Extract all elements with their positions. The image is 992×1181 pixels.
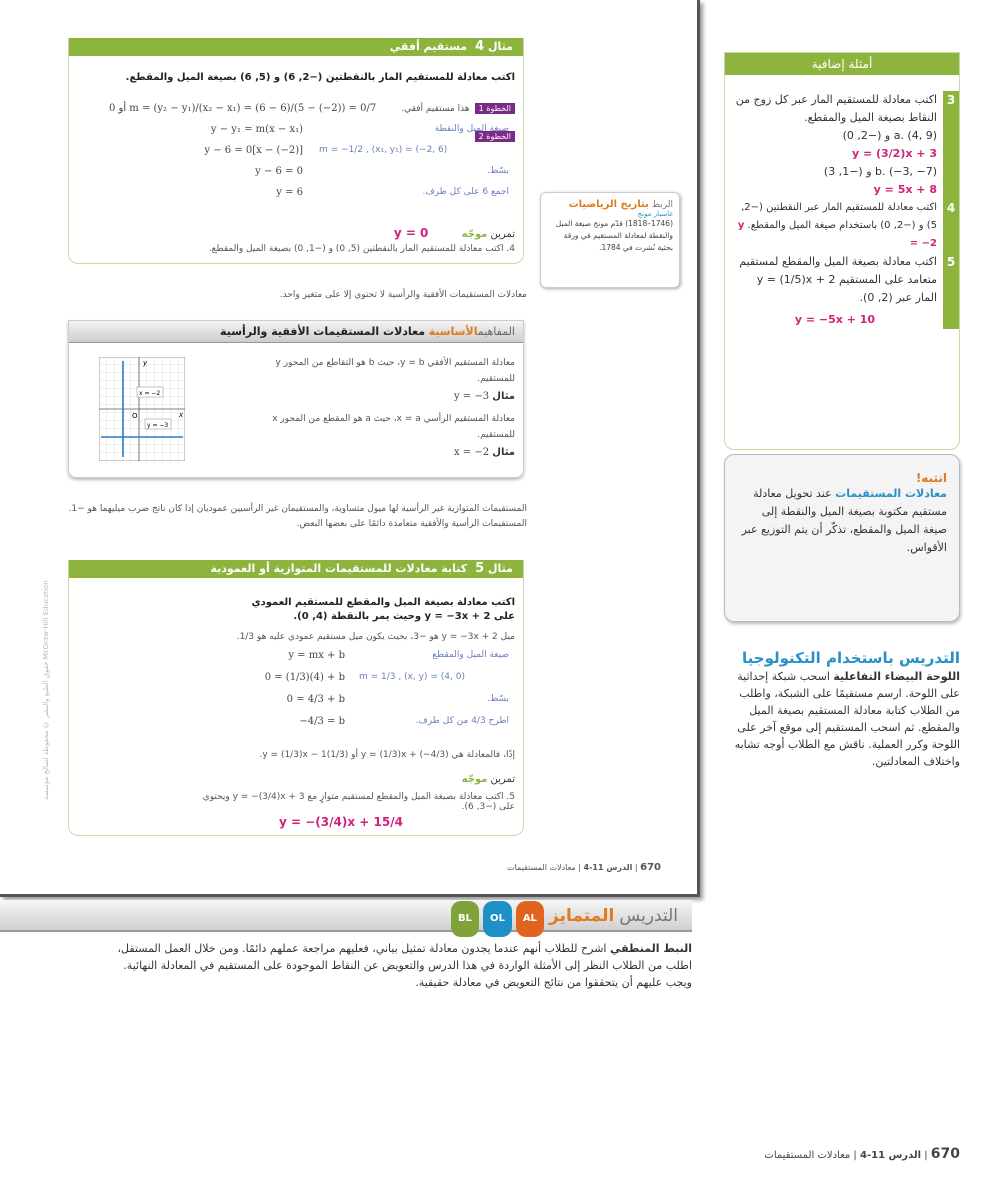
example-label: مثال bbox=[492, 447, 515, 458]
work-row bbox=[179, 166, 509, 187]
caution-box bbox=[724, 454, 960, 622]
answer: y = 0 bbox=[393, 226, 429, 240]
work-row bbox=[219, 716, 519, 738]
guided-label: تمرين bbox=[490, 229, 515, 240]
additional-title: أمثلة إضافية bbox=[725, 53, 959, 75]
row-math: y − y₁ = m(x − x₁) bbox=[210, 124, 303, 135]
slope-calculation: m = (y₂ − y₁)/(x₂ − x₁) = (6 − 6)/(5 − (−2)) = 0/7 أو 0 bbox=[108, 103, 377, 114]
coordinate-graph bbox=[99, 357, 185, 461]
example-title: مستقيم أفقي bbox=[389, 40, 468, 53]
origin-label: O bbox=[132, 412, 138, 420]
history-name: غاسبار مونج bbox=[637, 210, 673, 218]
row-math: 0 = (1/3)(4) + b bbox=[264, 672, 345, 683]
diff-body: اشرح للطلاب أنهم عندما يجدون معادلة تمثيل بياني، فعليهم مراجعة عملهم دائمًا. ومن خلال العمل المستقل، اطلب من الطلاب النظر إلى الأمثلة الواردة في هذا الدرس والتعويض عن النقاط الموجودة على المستقيم في المعادلة النهائية. ويجب عليهم أن يتحققوا من نتائج التعويض في معادلة حقيقية. bbox=[117, 942, 692, 989]
lesson-title: معادلات المستقيمات bbox=[764, 1150, 851, 1161]
concept-title-3: معادلات المستقيمات الأفقية والرأسية bbox=[220, 325, 426, 338]
page-footer: 670 | الدرس 11-4 | معادلات المستقيمات bbox=[764, 1146, 960, 1162]
work-row bbox=[219, 650, 519, 672]
additional-examples-box bbox=[724, 52, 960, 450]
guided-practice bbox=[394, 226, 515, 240]
step-1 bbox=[75, 96, 515, 115]
vertical-line-label: x = −2 bbox=[139, 390, 161, 397]
additional-item-3 bbox=[733, 91, 959, 199]
caution-title: انتبه! bbox=[915, 471, 947, 485]
additional-item-5 bbox=[733, 253, 959, 329]
row-math: −4/3 = b bbox=[299, 716, 345, 727]
item-text: اكتب معادلة للمستقيم المار عبر النقطتين (−2, 5) و (−2, 0) باستخدام صيغة الميل والمقطع. bbox=[741, 202, 937, 231]
history-title: بتاريخ الرياضيات bbox=[568, 199, 649, 210]
guided-label-bold: موجّه bbox=[461, 229, 488, 240]
step-1-note: هذا مستقيم أفقي. bbox=[401, 104, 470, 114]
item-number: 4 bbox=[943, 199, 959, 253]
caution-topic: معادلات المستقيمات bbox=[835, 487, 947, 500]
row-math: 0 = 4/3 + b bbox=[286, 694, 345, 705]
example-question: اكتب معادلة للمستقيم المار بالنقطتين (−2, 6) و (5, 6) بصيغة الميل والمقطع. bbox=[125, 72, 515, 83]
inner-footer: 670 | الدرس 11-4 | معادلات المستقيمات bbox=[507, 862, 661, 873]
intro-text: معادلات المستقيمات الأفقية والرأسية لا تحتوي إلا على متغير واحد. bbox=[279, 290, 527, 300]
example-5-box bbox=[68, 560, 524, 836]
step-1-badge: الخطوة 1 bbox=[475, 103, 515, 114]
horizontal-text: معادلة المستقيم الأفقي y = b، حيث b هو التقاطع من المحور y للمستقيم. bbox=[275, 358, 515, 384]
diff-title-2: المتمايز bbox=[549, 906, 615, 926]
badge-bl: BL bbox=[451, 901, 479, 937]
example-label: مثال bbox=[488, 562, 513, 575]
item-number: 5 bbox=[943, 253, 959, 329]
history-body: (1746–1818) قدّم مونج صيغة الميل والنقطة لمعادلة المستقيم في ورقة بحثية نُشرت في 1784. bbox=[555, 219, 673, 252]
badge-ol: OL bbox=[483, 901, 512, 937]
diff-topic: النبط المنطقي bbox=[609, 942, 692, 955]
work-row bbox=[179, 124, 509, 145]
horizontal-example bbox=[454, 391, 515, 402]
history-link-callout bbox=[540, 192, 680, 288]
parallel-text: المستقيمات المتوازية غير الرأسية لها ميول متساوية، والمستقيمان غير الرأسيين عموديان إذا كان ناتج ضرب ميليهما هو −1. المستقيمات الرأسية والأفقية متعامدة دائمًا على بعضها البعض. bbox=[68, 504, 527, 529]
guided-label-bold: موجّه bbox=[461, 774, 488, 785]
key-concept-header bbox=[69, 321, 523, 343]
slope-text: ميل y = −3x + 2 هو −3، بحيث يكون ميل مستقيم عمودي عليه هو 1/3. bbox=[236, 632, 515, 642]
guided-practice bbox=[462, 774, 515, 785]
work-rows bbox=[219, 650, 519, 738]
item-answer: y = −2 bbox=[737, 220, 937, 249]
additional-item-4 bbox=[733, 199, 959, 253]
item-answer: y = −5x + 10 bbox=[794, 313, 876, 326]
row-note: اجمع 6 على كل طرف. bbox=[422, 187, 509, 197]
example-4-box bbox=[68, 38, 524, 264]
row-note: اطرح 4/3 من كل طرف. bbox=[415, 716, 509, 726]
lesson-title: معادلات المستقيمات bbox=[507, 863, 576, 872]
tech-title: التدريس باستخدام التكنولوجيا bbox=[742, 649, 960, 667]
work-row bbox=[179, 145, 509, 166]
item-answer-a: y = (3/2)x + 3 bbox=[851, 147, 937, 160]
page-number: 670 bbox=[930, 1146, 960, 1162]
lesson-label: الدرس 11-4 bbox=[583, 863, 633, 872]
example-label: مثال bbox=[488, 40, 513, 53]
badge-al: AL bbox=[516, 901, 544, 937]
row-note: m = −1/2 , (x₁, y₁) = (−2, 6) bbox=[319, 145, 448, 155]
vertical-text: معادلة المستقيم الرأسي x = a، حيث a هو المقطع من المحور x للمستقيم. bbox=[272, 414, 515, 440]
tech-topic: اللوحة البيضاء التفاعلية bbox=[833, 670, 960, 683]
row-note: بسّط. bbox=[487, 694, 509, 704]
example-number: 5 bbox=[475, 561, 485, 576]
item-number: 3 bbox=[943, 91, 959, 199]
guided-label: تمرين bbox=[490, 774, 515, 785]
tech-text: اسحب شبكة إحداثية على اللوحة. ارسم مستقيمًا على الشبكة، واطلب من الطلاب كتابة معادلة المستقيم بصيغة الميل والمقطع. ثم اسحب المستقيم إلى موقع آخر على اللوحة وكرر العملية. ناقش مع الطلاب أوجه تشابه واختلاف المعادلتين. bbox=[734, 670, 960, 768]
example-5-header bbox=[69, 560, 523, 578]
row-note: صيغة الميل والمقطع bbox=[432, 650, 509, 660]
horizontal-line-label: y = −3 bbox=[147, 422, 169, 429]
diff-title-1: التدريس bbox=[619, 906, 678, 926]
example-4-header bbox=[69, 38, 523, 56]
example-equation: y = −3 bbox=[453, 391, 490, 402]
concept-title-1: المفاهيم bbox=[477, 325, 515, 338]
row-math: y − 6 = 0 bbox=[255, 166, 303, 177]
x-axis-label: x bbox=[179, 411, 184, 419]
caution-text: عند تحويل معادلة مستقيم مكتوبة بصيغة الميل والنقطة إلى صيغة الميل والمقطع، تذكّر أن يتم التوزيع عبر الأقواس. bbox=[741, 487, 947, 554]
row-note: صيغة الميل والنقطة bbox=[434, 124, 509, 134]
row-math: y = 6 bbox=[276, 187, 303, 198]
exercise-4: 4. اكتب معادلة للمستقيم المار بالنقطتين (5, 0) و (−1, 0) بصيغة الميل والمقطع. bbox=[208, 244, 515, 254]
example-label: مثال bbox=[492, 391, 515, 402]
row-math: y − 6 = 0[x − (−2)] bbox=[204, 145, 303, 156]
example-equation: x = −2 bbox=[453, 447, 490, 458]
technology-section bbox=[724, 648, 960, 770]
step-2-badge: الخطوة 2 bbox=[475, 131, 515, 142]
link-label: الربط bbox=[651, 200, 673, 210]
differentiated-header bbox=[0, 900, 692, 932]
item-answer-b: y = 5x + 8 bbox=[873, 183, 937, 196]
additional-list bbox=[725, 75, 959, 329]
item-part-b: b. (−3, −7) و (−1, 3) bbox=[823, 165, 937, 178]
row-note: m = 1/3 , (x, y) = (4, 0) bbox=[359, 672, 465, 682]
copyright-text: حقوق الطبع والنشر © محفوظة لصالح مؤسسة McGraw-Hill Education bbox=[42, 580, 50, 800]
concept-title-2: الأساسية bbox=[428, 325, 478, 338]
work-row bbox=[219, 672, 519, 694]
key-concept-box bbox=[68, 320, 524, 478]
page-number: 670 bbox=[640, 862, 661, 873]
lesson-label: الدرس 11-4 bbox=[859, 1150, 922, 1161]
differentiated-text bbox=[97, 940, 692, 991]
item-part-a: a. (4, 9) و (−2, 0) bbox=[842, 129, 937, 142]
item-text: اكتب معادلة للمستقيم المار عبر كل زوج من النقاط بصيغة الميل والمقطع. bbox=[735, 93, 937, 124]
exercise-5: 5. اكتب معادلة بصيغة الميل والمقطع لمستقيم متوازٍ مع y = −(3/4)x + 3 ويحتوي على (−3, 6). bbox=[202, 792, 515, 812]
work-row bbox=[219, 694, 519, 716]
step-2-rows bbox=[179, 124, 509, 208]
row-math: y = mx + b bbox=[288, 650, 345, 661]
example-number: 4 bbox=[475, 39, 485, 54]
y-axis-label: y bbox=[143, 359, 148, 367]
item-text: اكتب معادلة بصيغة الميل والمقطع لمستقيم متعامد على المستقيم y = (1/5)x + 2 المار عبر (2, 0). bbox=[739, 255, 937, 304]
example-question: اكتب معادلة بصيغة الميل والمقطع للمستقيم العمودي على y = −3x + 2 وحيث يمر بالنقطة (4, 0). bbox=[251, 597, 515, 622]
row-note: بسّط. bbox=[487, 166, 509, 176]
conclusion: إذًا، فالمعادلة هي y = (1/3)x + (−4/3) أو y = (1/3)x − 1(1/3). bbox=[259, 750, 515, 760]
vertical-example bbox=[454, 447, 515, 458]
answer: y = −(3/4)x + 15/4 bbox=[279, 815, 403, 829]
work-row bbox=[179, 187, 509, 208]
example-title: كتابة معادلات للمستقيمات المتوازية أو العمودية bbox=[210, 562, 468, 575]
